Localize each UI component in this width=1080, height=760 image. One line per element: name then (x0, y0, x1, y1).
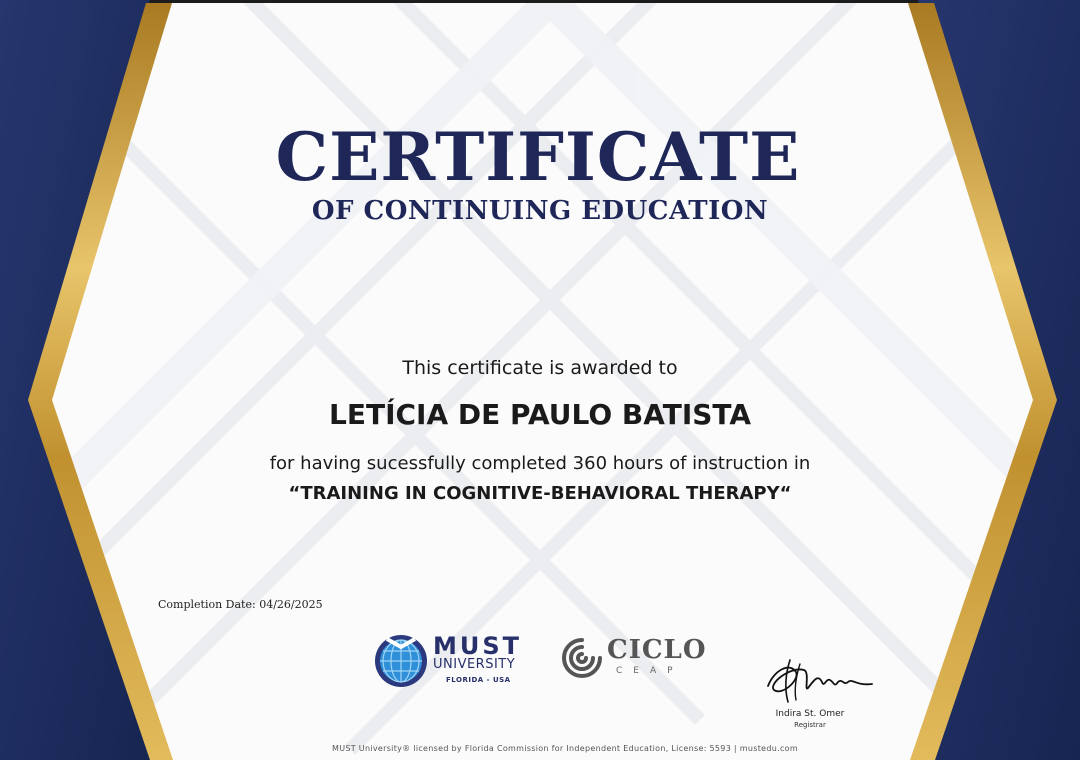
ciclo-logo-name: CICLO (607, 635, 707, 665)
course-description: for having sucessfully completed 360 hours of instruction in (269, 453, 811, 474)
recipient-name: LETÍCIA DE PAULO BATISTA (329, 398, 751, 431)
must-university-logo (373, 630, 533, 690)
ciclo-logo-sub: CEAP (616, 666, 684, 676)
spiral-icon (560, 636, 604, 680)
must-logo-name: MUST (433, 632, 523, 660)
signatory-role: Registrar (794, 721, 826, 729)
awarded-text: This certificate is awarded to (402, 357, 678, 379)
completion-date: Completion Date: 04/26/2025 (158, 598, 323, 611)
certificate-title: CERTIFICATE (275, 118, 801, 196)
course-name: “TRAINING IN COGNITIVE-BEHAVIORAL THERAPY“ (288, 483, 792, 504)
must-logo-university: UNIVERSITY (433, 657, 516, 672)
globe-icon (373, 632, 429, 688)
must-logo-location: FLORIDA - USA (446, 676, 511, 684)
footer-license: MUST University® licensed by Florida Commission for Independent Education, License: 5593 | mustedu.com (332, 744, 798, 753)
certificate-subtitle: OF CONTINUING EDUCATION (311, 196, 769, 226)
signature (760, 652, 880, 708)
signatory-name: Indira St. Omer (775, 709, 845, 719)
ciclo-ceap-logo (560, 632, 710, 684)
